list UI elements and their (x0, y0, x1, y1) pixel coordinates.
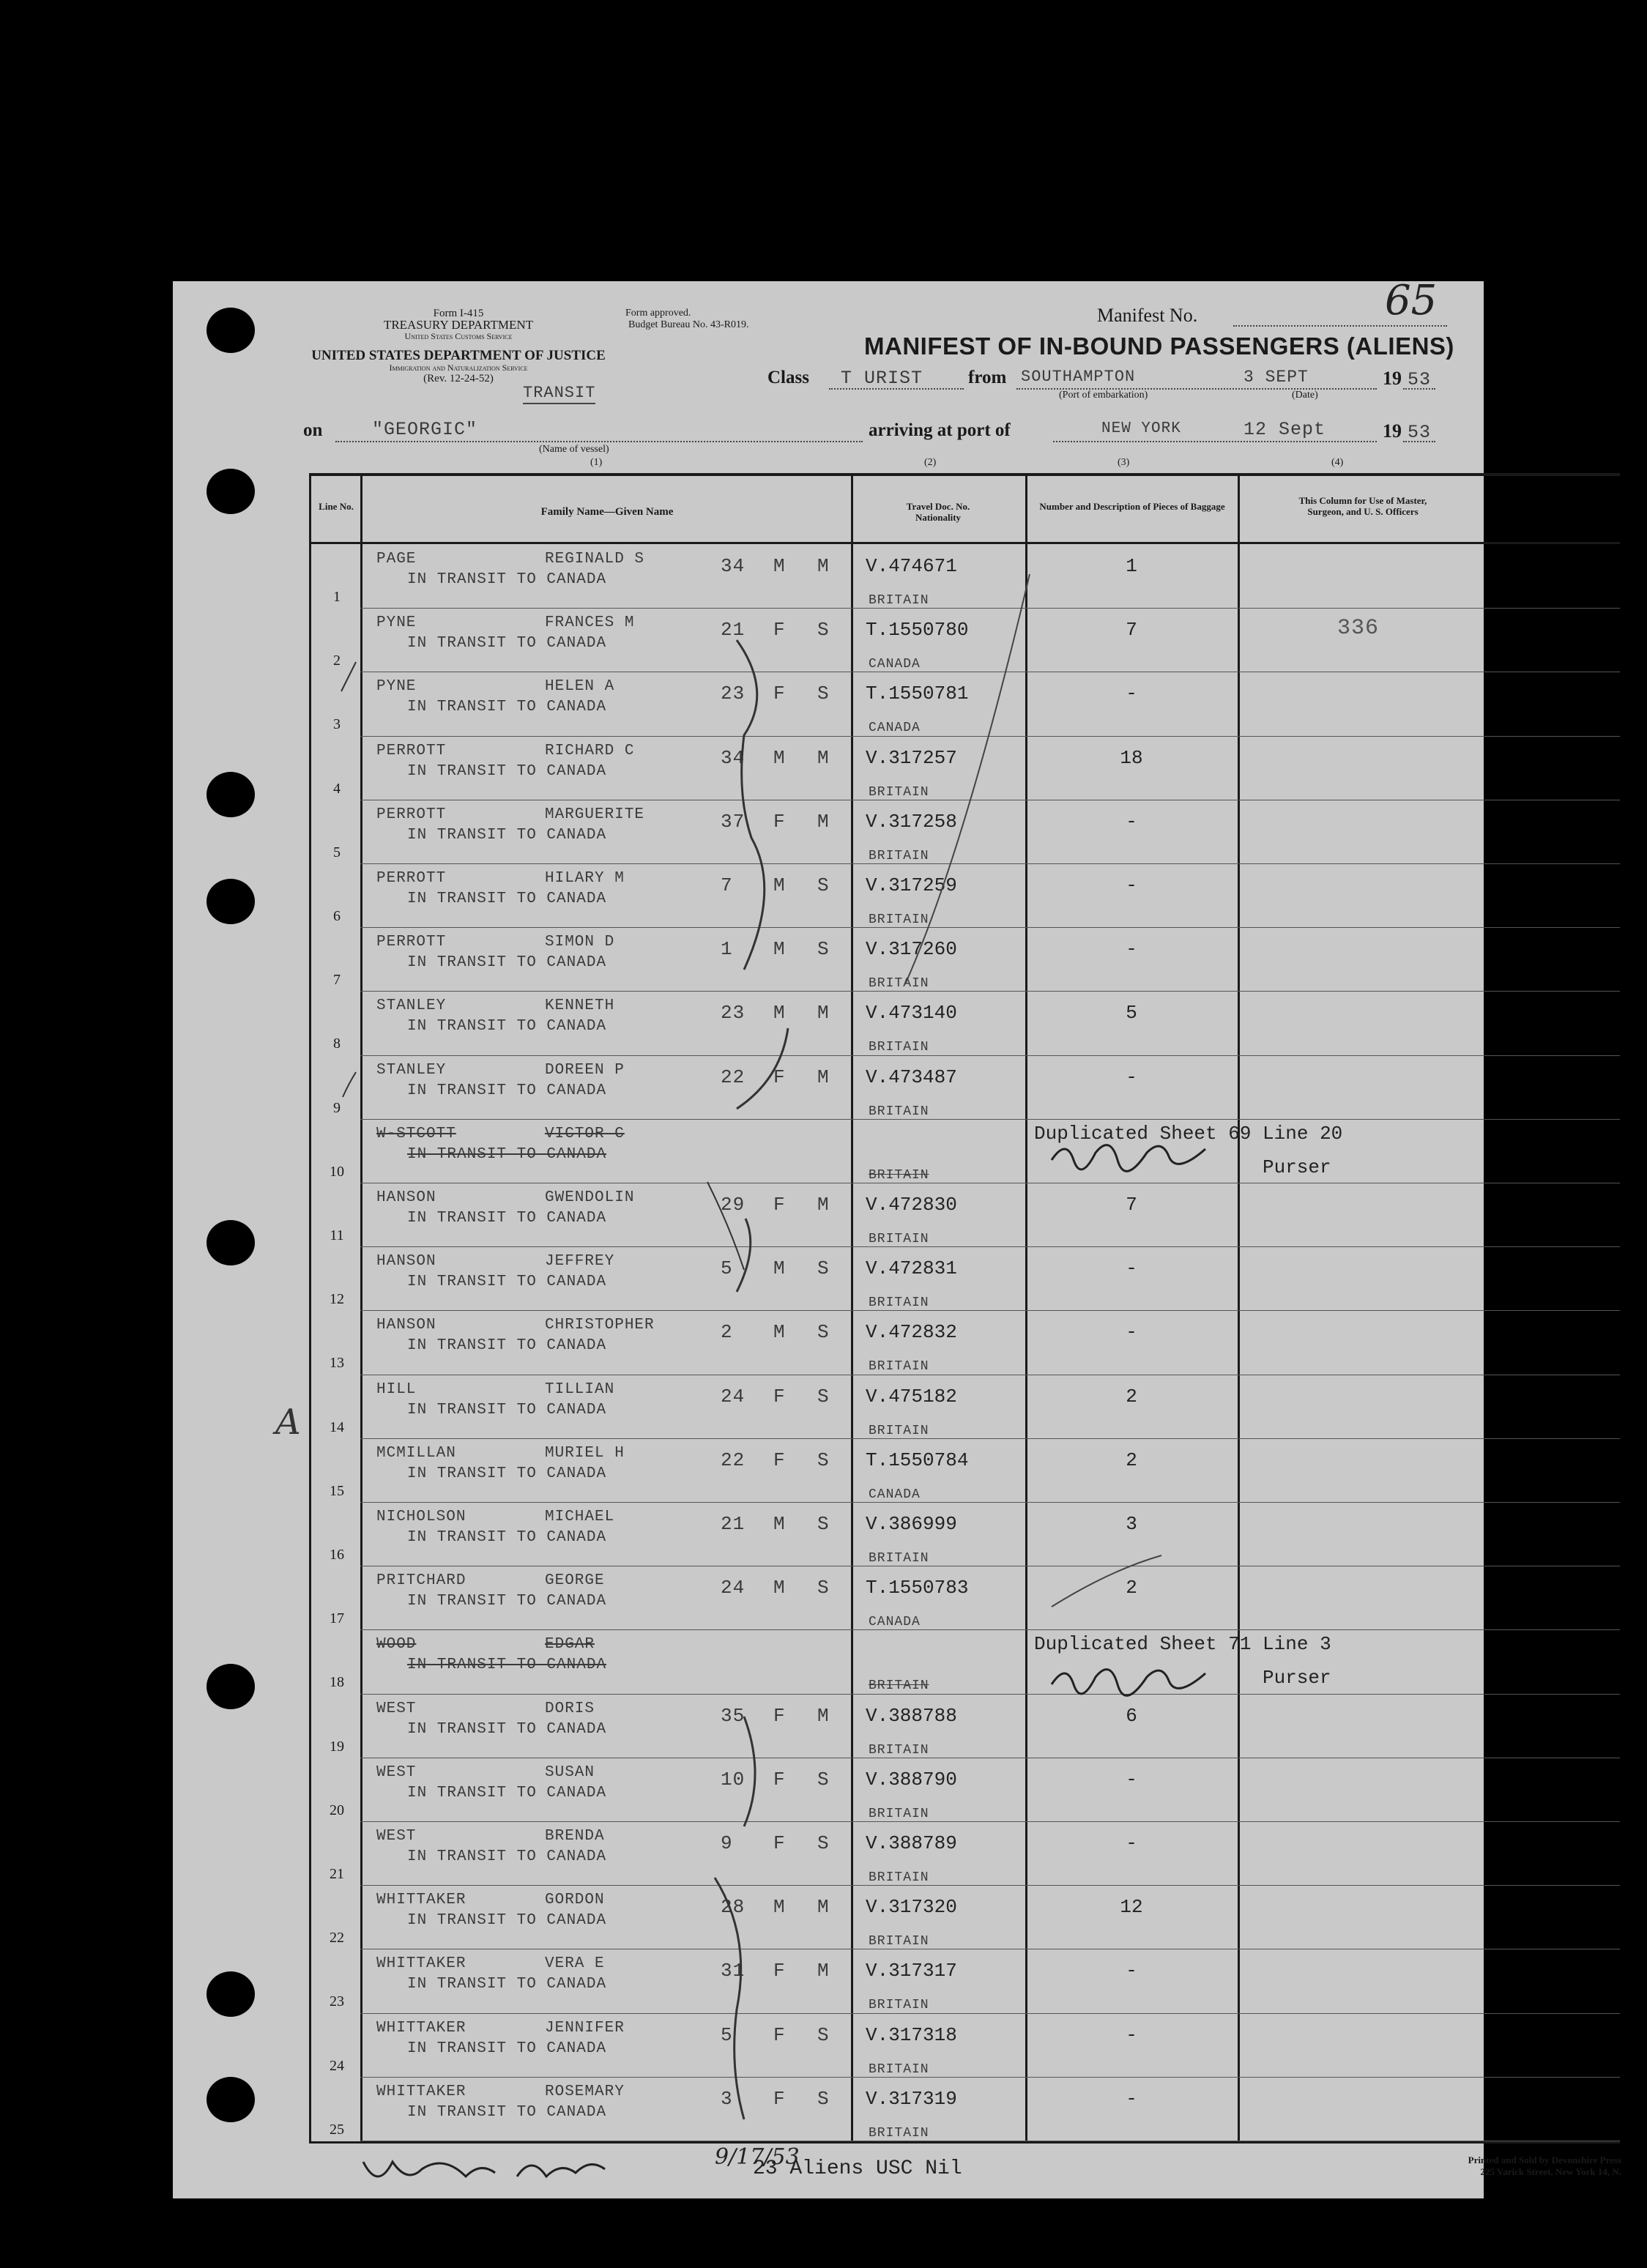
date-value: 3 SEPT (1243, 368, 1309, 387)
arrival-port: NEW YORK (1101, 420, 1181, 437)
nationality: BRITAIN (869, 1870, 929, 1885)
line-number: 4 (333, 780, 341, 797)
marital-status: M (817, 1066, 830, 1088)
col-header-travel-doc: Travel Doc. No. Nationality (906, 501, 970, 523)
travel-doc-no: T.1550783 (866, 1577, 969, 1599)
given-name: KENNETH (545, 997, 615, 1015)
given-name: GORDON (545, 1892, 605, 1909)
purser-note: Purser (1263, 1667, 1331, 1689)
sex: F (773, 1449, 786, 1471)
family-name: WHITTAKER (376, 2083, 466, 2100)
nationality: BRITAIN (869, 2125, 929, 2141)
marital-status: S (817, 1449, 830, 1471)
transit-note: IN TRANSIT TO CANADA (407, 1848, 607, 1865)
sex: F (773, 1704, 786, 1727)
purser-signature-2 (1044, 1655, 1220, 1699)
given-name: GEORGE (545, 1572, 605, 1590)
form-number: Form I-415 (433, 308, 484, 319)
given-name: CHRISTOPHER (545, 1317, 655, 1334)
line-number: 23 (330, 1993, 344, 2010)
line-number: 8 (333, 1036, 341, 1052)
line-number: 13 (330, 1355, 344, 1372)
nationality: BRITAIN (869, 912, 929, 927)
handwritten-signature (356, 2147, 766, 2198)
age: 28 (721, 1896, 746, 1919)
transit-note: IN TRANSIT TO CANADA (407, 699, 607, 716)
nationality: BRITAIN (869, 1040, 929, 1055)
baggage-count: - (1126, 1321, 1137, 1344)
travel-doc-no: V.317319 (866, 2087, 957, 2110)
age: 3 (721, 2087, 733, 2110)
sex: F (773, 1768, 786, 1791)
form-revision: (Rev. 12-24-52) (423, 373, 494, 384)
given-name: VERA E (545, 1955, 605, 1973)
age: 9 (721, 1832, 733, 1854)
baggage-count: 7 (1126, 1194, 1137, 1216)
marital-status: M (817, 1194, 830, 1216)
sex: F (773, 810, 786, 833)
baggage-count: 2 (1126, 1385, 1137, 1408)
col-header-baggage: Number and Description of Pieces of Baggage (1039, 501, 1225, 512)
marital-status: M (817, 1002, 830, 1025)
marital-status: S (817, 1768, 830, 1791)
sex: M (773, 1257, 786, 1280)
baggage-count: - (1126, 874, 1137, 896)
line-number: 1 (333, 589, 341, 605)
age: 34 (721, 555, 746, 577)
manifest-sheet (173, 277, 1621, 2198)
sex: F (773, 2087, 786, 2110)
transit-note: IN TRANSIT TO CANADA (407, 1337, 607, 1355)
from-value: SOUTHAMPTON (1021, 368, 1136, 386)
given-name: MURIEL H (545, 1444, 625, 1462)
nationality: BRITAIN (869, 1295, 929, 1311)
baggage-count: - (1126, 2023, 1137, 2046)
duplicate-note: Duplicated Sheet 71 Line 3 (1034, 1633, 1331, 1656)
marital-status: S (817, 1577, 830, 1599)
given-name: BRENDA (545, 1828, 605, 1845)
arrival-year-suffix: 53 (1408, 422, 1432, 443)
baggage-count: - (1126, 1832, 1137, 1854)
given-name: JEFFREY (545, 1253, 615, 1271)
given-name: HELEN A (545, 678, 615, 696)
family-name: NICHOLSON (376, 1509, 466, 1525)
col-num-4: (4) (1331, 457, 1344, 468)
margin-mark: A (275, 1402, 301, 1443)
nationality: BRITAIN (869, 1232, 929, 1246)
age: 24 (721, 1385, 746, 1408)
col-num-3: (3) (1118, 457, 1130, 468)
line-number: 20 (330, 1802, 344, 1818)
baggage-count: - (1126, 2087, 1137, 2110)
family-name: PYNE (376, 614, 417, 632)
sex: F (773, 1960, 786, 1982)
marital-status: M (817, 746, 830, 769)
port-embark-caption: (Port of embarkation) (1059, 390, 1148, 401)
nationality: CANADA (869, 1615, 921, 1630)
age: 5 (721, 2023, 733, 2046)
travel-doc-no: V.317317 (866, 1960, 957, 1982)
given-name: TILLIAN (545, 1380, 615, 1398)
nationality: BRITAIN (869, 2061, 929, 2077)
baggage-count: 7 (1126, 619, 1137, 642)
printer-line-1: Printed and Sold by Devonshire Press (1468, 2154, 1621, 2165)
transit-note: IN TRANSIT TO CANADA (407, 891, 607, 907)
age: 22 (721, 1066, 746, 1088)
line-number: 16 (330, 1547, 344, 1563)
age: 21 (721, 619, 746, 642)
baggage-count: 12 (1120, 1896, 1143, 1919)
line-number: 18 (330, 1674, 344, 1691)
age: 22 (721, 1449, 746, 1471)
sex: M (773, 938, 786, 961)
year-suffix: 53 (1408, 369, 1432, 390)
class-label: Class (767, 368, 809, 387)
age: 10 (721, 1768, 746, 1791)
transit-note: IN TRANSIT TO CANADA (407, 635, 607, 652)
nationality: CANADA (869, 1487, 921, 1502)
sex: M (773, 1896, 786, 1919)
baggage-count: - (1126, 683, 1137, 705)
baggage-count: - (1126, 1768, 1137, 1791)
given-name: RICHARD C (545, 742, 635, 759)
baggage-count: - (1126, 938, 1137, 961)
travel-doc-no: V.388788 (866, 1704, 957, 1727)
page-title: MANIFEST OF IN-BOUND PASSENGERS (ALIENS) (864, 332, 1454, 360)
baggage-count: 2 (1126, 1449, 1137, 1471)
given-name: REGINALD S (545, 551, 645, 568)
travel-doc-no: V.472831 (866, 1257, 957, 1280)
age: 1 (721, 938, 733, 961)
manifest-no-value: 65 (1385, 277, 1438, 324)
transit-note: IN TRANSIT TO CANADA (407, 826, 607, 844)
travel-doc-no: V.472830 (866, 1194, 957, 1216)
line-number: 9 (333, 1099, 341, 1116)
given-name: MARGUERITE (545, 806, 645, 823)
given-name: DOREEN P (545, 1061, 625, 1079)
baggage-count: 5 (1126, 1002, 1137, 1025)
sex: M (773, 874, 786, 896)
sex: M (773, 1002, 786, 1025)
vessel-col-num: (1) (590, 457, 603, 468)
transit-note: IN TRANSIT TO CANADA (407, 1912, 607, 1930)
nationality: BRITAIN (869, 976, 929, 992)
col-header-line-no: Line No. (319, 501, 354, 512)
arrival-date: 12 Sept (1243, 419, 1326, 440)
travel-doc-no: V.386999 (866, 1513, 957, 1535)
age: 23 (721, 683, 746, 705)
col-header-officers: This Column for Use of Master, Surgeon, and U. S. Officers (1298, 495, 1427, 517)
nationality: BRITAIN (869, 848, 929, 863)
line-number: 10 (330, 1163, 344, 1180)
line-number: 25 (330, 2121, 344, 2138)
purser-signature (1044, 1131, 1220, 1175)
age: 5 (721, 1257, 733, 1280)
handwritten-date: 9/17/53 (715, 2144, 800, 2170)
family-name: WHITTAKER (376, 1955, 466, 1973)
family-name: HILL (376, 1380, 417, 1398)
transit-note: IN TRANSIT TO CANADA (407, 1018, 607, 1036)
family-name: STANLEY (376, 997, 447, 1015)
sex: M (773, 1321, 786, 1344)
sex: M (773, 1513, 786, 1535)
family-name: PERROTT (376, 870, 447, 887)
travel-doc-no: V.317318 (866, 2023, 957, 2046)
line-number: 15 (330, 1482, 344, 1499)
baggage-count: 3 (1126, 1513, 1137, 1535)
sex: F (773, 619, 786, 642)
family-name: PYNE (376, 678, 417, 696)
line-number: 21 (330, 1866, 344, 1882)
family-name: HANSON (376, 1317, 436, 1334)
nationality: BRITAIN (869, 1806, 929, 1821)
travel-doc-no: T.1550784 (866, 1449, 969, 1471)
travel-doc-no: V.317257 (866, 746, 957, 769)
age: 31 (721, 1960, 746, 1982)
col-num-2: (2) (924, 457, 937, 468)
nationality: BRITAIN (869, 784, 929, 800)
marital-status: S (817, 874, 830, 896)
age: 23 (721, 1002, 746, 1025)
family-name: WEST (376, 1700, 417, 1717)
nationality: CANADA (869, 721, 921, 736)
line-number: 17 (330, 1610, 344, 1627)
marital-status: M (817, 1704, 830, 1727)
line-number: 11 (330, 1227, 344, 1243)
marital-status: S (817, 1321, 830, 1344)
marital-status: S (817, 1513, 830, 1535)
baggage-count: 18 (1120, 746, 1143, 769)
line-number: 24 (330, 2057, 344, 2074)
family-name: W-STCOTT (376, 1125, 456, 1142)
family-name: HANSON (376, 1253, 436, 1271)
manifest-no-label: Manifest No. (1097, 305, 1198, 326)
age: 29 (721, 1194, 746, 1216)
given-name: GWENDOLIN (545, 1189, 635, 1206)
line-number: 22 (330, 1930, 344, 1947)
baggage-count: - (1126, 1066, 1137, 1088)
given-name: FRANCES M (545, 614, 635, 632)
travel-doc-no: V.317258 (866, 810, 957, 833)
family-name: WHITTAKER (376, 2019, 466, 2037)
treasury-dept: TREASURY DEPARTMENT (383, 318, 534, 332)
aliens-summary: 23 Aliens USC Nil (753, 2157, 962, 2180)
marital-status: M (817, 810, 830, 833)
travel-doc-no: T.1550780 (866, 619, 969, 642)
printer-line-2: 225 Varick Street, New York 14, N. (1480, 2166, 1621, 2177)
travel-doc-no: V.473487 (866, 1066, 957, 1088)
vessel-caption: (Name of vessel) (539, 444, 609, 455)
sex: M (773, 555, 786, 577)
given-name: DORIS (545, 1700, 595, 1717)
travel-doc-no: T.1550781 (866, 683, 969, 705)
sex: F (773, 1194, 786, 1216)
sex: M (773, 1577, 786, 1599)
transit-note: IN TRANSIT TO CANADA (407, 2103, 607, 2121)
transit-note: IN TRANSIT TO CANADA (407, 954, 607, 972)
line-number: 7 (333, 972, 341, 989)
marital-status: M (817, 1960, 830, 1982)
nationality: BRITAIN (869, 1104, 929, 1119)
transit-stamp: TRANSIT (523, 384, 595, 404)
line-number: 6 (333, 908, 341, 924)
given-name: SIMON D (545, 934, 615, 951)
nationality: BRITAIN (869, 1167, 929, 1183)
arrival-year-prefix: 19 (1383, 420, 1402, 442)
age: 37 (721, 810, 746, 833)
marital-status: S (817, 1832, 830, 1854)
given-name: MICHAEL (545, 1509, 615, 1525)
sex: M (773, 746, 786, 769)
given-name: JENNIFER (545, 2019, 625, 2037)
nationality: BRITAIN (869, 1934, 929, 1949)
transit-note: IN TRANSIT TO CANADA (407, 1593, 607, 1610)
marital-status: S (817, 683, 830, 705)
travel-doc-no: V.317259 (866, 874, 957, 896)
family-name: WOOD (376, 1636, 417, 1654)
marital-status: S (817, 1385, 830, 1408)
given-name: HILARY M (545, 870, 625, 887)
budget-bureau: Budget Bureau No. 43-R019. (628, 319, 749, 330)
travel-doc-no: V.475182 (866, 1385, 957, 1408)
family-name: STANLEY (376, 1061, 447, 1079)
age: 34 (721, 746, 746, 769)
baggage-count: - (1126, 1257, 1137, 1280)
family-name: MCMILLAN (376, 1444, 456, 1462)
travel-doc-no: V.472832 (866, 1321, 957, 1344)
baggage-count: - (1126, 1960, 1137, 1982)
travel-doc-no: V.388790 (866, 1768, 957, 1791)
transit-note: IN TRANSIT TO CANADA (407, 1082, 607, 1099)
class-value: T URIST (841, 368, 923, 389)
nationality: BRITAIN (869, 1359, 929, 1375)
vessel-name: "GEORGIC" (372, 419, 478, 440)
sex: F (773, 1832, 786, 1854)
sex: F (773, 2023, 786, 2046)
family-name: WEST (376, 1763, 417, 1781)
given-name: ROSEMARY (545, 2083, 625, 2100)
line-number: 5 (333, 844, 341, 860)
travel-doc-no: V.317260 (866, 938, 957, 961)
baggage-count: 1 (1126, 555, 1137, 577)
age: 7 (721, 874, 733, 896)
marital-status: S (817, 1257, 830, 1280)
ins-service: Immigration and Naturalization Service (389, 362, 528, 373)
baggage-count: 2 (1126, 1577, 1137, 1599)
family-name: PRITCHARD (376, 1572, 466, 1590)
given-name: SUSAN (545, 1763, 595, 1781)
purser-note: Purser (1263, 1156, 1331, 1178)
officer-note: 336 (1337, 616, 1380, 642)
travel-doc-no: V.317320 (866, 1896, 957, 1919)
year-prefix: 19 (1383, 368, 1402, 389)
family-name: WEST (376, 1828, 417, 1845)
given-name: EDGAR (545, 1636, 595, 1654)
date-caption: (Date) (1292, 390, 1318, 401)
baggage-count: - (1126, 810, 1137, 833)
transit-note: IN TRANSIT TO CANADA (407, 571, 607, 588)
age: 2 (721, 1321, 733, 1344)
family-name: WHITTAKER (376, 1892, 466, 1909)
bracket-marks (173, 281, 1484, 2198)
line-number: 12 (330, 1291, 344, 1308)
nationality: BRITAIN (869, 1742, 929, 1758)
nationality: BRITAIN (869, 1551, 929, 1566)
travel-doc-no: V.473140 (866, 1002, 957, 1025)
marital-status: S (817, 2023, 830, 2046)
family-name: PAGE (376, 551, 417, 568)
transit-note: IN TRANSIT TO CANADA (407, 1529, 607, 1546)
transit-note: IN TRANSIT TO CANADA (407, 1145, 607, 1163)
transit-note: IN TRANSIT TO CANADA (407, 1720, 607, 1738)
given-name: VICTOR C (545, 1125, 625, 1142)
transit-note: IN TRANSIT TO CANADA (407, 762, 607, 780)
marital-status: M (817, 555, 830, 577)
nationality: BRITAIN (869, 1998, 929, 2013)
transit-note: IN TRANSIT TO CANADA (407, 1401, 607, 1419)
marital-status: S (817, 938, 830, 961)
marital-status: M (817, 1896, 830, 1919)
marital-status: S (817, 619, 830, 642)
travel-doc-no: V.388789 (866, 1832, 957, 1854)
line-number: 3 (333, 716, 341, 733)
line-number: 2 (333, 652, 341, 669)
baggage-count: 6 (1126, 1704, 1137, 1727)
customs-service: United States Customs Service (404, 331, 513, 341)
transit-note: IN TRANSIT TO CANADA (407, 1657, 607, 1674)
family-name: PERROTT (376, 934, 447, 951)
nationality: BRITAIN (869, 1423, 929, 1438)
sex: F (773, 683, 786, 705)
transit-note: IN TRANSIT TO CANADA (407, 1274, 607, 1291)
arriving-label: arriving at port of (869, 420, 1011, 440)
justice-dept: UNITED STATES DEPARTMENT OF JUSTICE (311, 348, 606, 363)
duplicate-note: Duplicated Sheet 69 Line 20 (1034, 1122, 1343, 1145)
age: 35 (721, 1704, 746, 1727)
line-number: 14 (330, 1419, 344, 1435)
age: 21 (721, 1513, 746, 1535)
transit-note: IN TRANSIT TO CANADA (407, 1210, 607, 1227)
family-name: HANSON (376, 1189, 436, 1206)
nationality: CANADA (869, 657, 921, 672)
family-name: PERROTT (376, 806, 447, 823)
sex: F (773, 1066, 786, 1088)
form-approved: Form approved. (625, 308, 691, 319)
line-number: 19 (330, 1738, 344, 1755)
on-label: on (303, 420, 323, 440)
age: 24 (721, 1577, 746, 1599)
col-header-name: Family Name—Given Name (540, 506, 674, 518)
nationality: BRITAIN (869, 593, 929, 608)
travel-doc-no: V.474671 (866, 555, 957, 577)
transit-note: IN TRANSIT TO CANADA (407, 1784, 607, 1802)
family-name: PERROTT (376, 742, 447, 759)
from-label: from (968, 368, 1007, 387)
marital-status: S (817, 2087, 830, 2110)
transit-note: IN TRANSIT TO CANADA (407, 2040, 607, 2057)
sex: F (773, 1385, 786, 1408)
transit-note: IN TRANSIT TO CANADA (407, 1465, 607, 1482)
transit-note: IN TRANSIT TO CANADA (407, 1976, 607, 1993)
nationality: BRITAIN (869, 1678, 929, 1694)
